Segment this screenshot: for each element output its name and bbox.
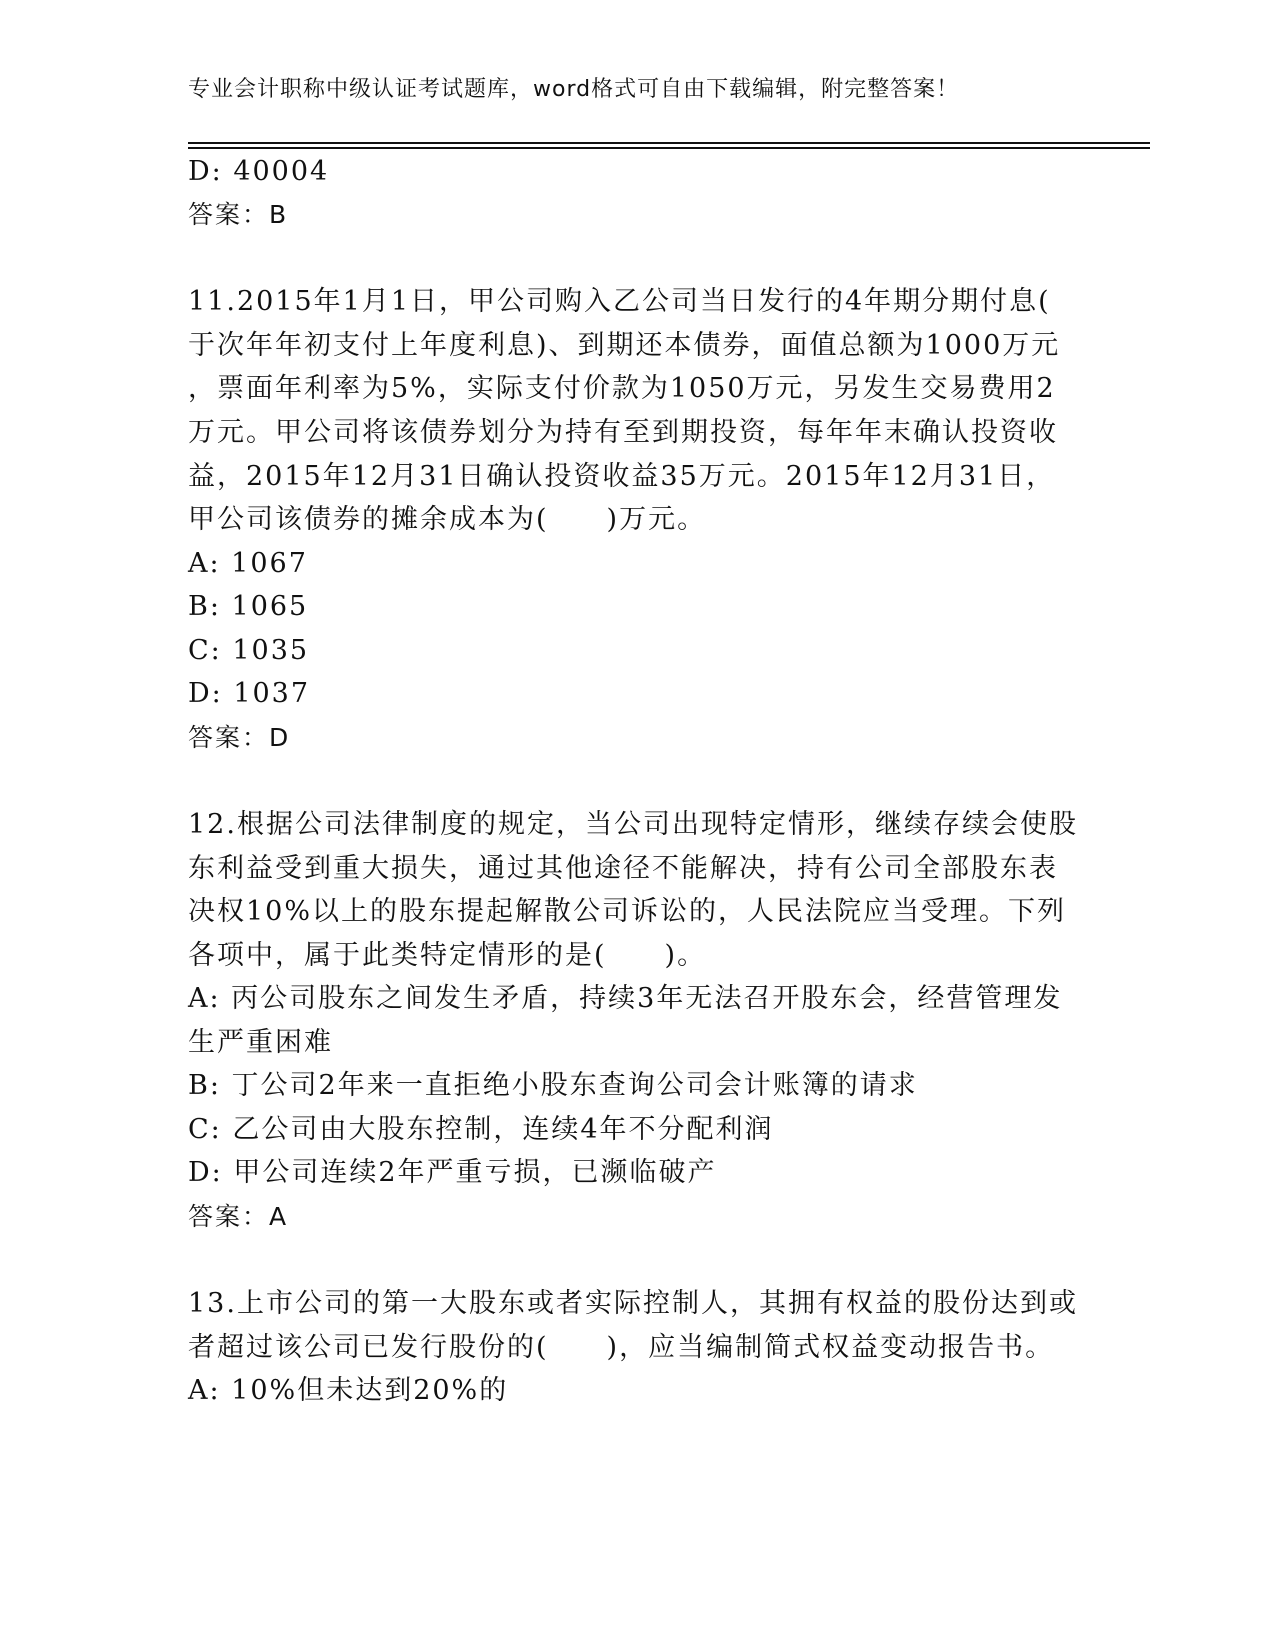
option-d: D: 甲公司连续2年严重亏损，已濒临破产 bbox=[188, 1157, 717, 1188]
option-d: D: 1037 bbox=[188, 678, 311, 709]
option-a-continued: 生严重困难 bbox=[188, 1027, 333, 1058]
question-text: 东利益受到重大损失，通过其他途径不能解决，持有公司全部股东表 bbox=[188, 853, 1058, 884]
option-c: C: 乙公司由大股东控制，连续4年不分配利润 bbox=[188, 1114, 774, 1145]
option-a: A: 1067 bbox=[188, 548, 308, 579]
question-text: 甲公司该债券的摊余成本为( )万元。 bbox=[188, 504, 707, 535]
question-text: 决权10%以上的股东提起解散公司诉讼的，人民法院应当受理。下列 bbox=[188, 896, 1067, 927]
option-a: A: 10%但未达到20%的 bbox=[188, 1375, 509, 1406]
answer-line: 答案：A bbox=[188, 1202, 289, 1231]
header-rule-bottom bbox=[188, 147, 1150, 149]
question-text: 万元。甲公司将该债券划分为持有至到期投资，每年年末确认投资收 bbox=[188, 417, 1058, 448]
question-text: 益，2015年12月31日确认投资收益35万元。2015年12月31日， bbox=[188, 461, 1056, 492]
answer-line: 答案：B bbox=[188, 200, 289, 229]
question-text: 于次年年初支付上年度利息)、到期还本债券，面值总额为1000万元 bbox=[188, 330, 1061, 361]
option-d: D: 40004 bbox=[188, 156, 330, 187]
question-text: 13.上市公司的第一大股东或者实际控制人，其拥有权益的股份达到或 bbox=[188, 1288, 1078, 1319]
question-text: 各项中，属于此类特定情形的是( )。 bbox=[188, 940, 707, 971]
option-b: B: 1065 bbox=[188, 591, 309, 622]
option-b: B: 丁公司2年来一直拒绝小股东查询公司会计账簿的请求 bbox=[188, 1070, 918, 1101]
question-text: 11.2015年1月1日，甲公司购入乙公司当日发行的4年期分期付息( bbox=[188, 286, 1051, 317]
option-a: A: 丙公司股东之间发生矛盾，持续3年无法召开股东会，经营管理发 bbox=[188, 983, 1063, 1014]
answer-line: 答案：D bbox=[188, 723, 291, 752]
header-rule-top bbox=[188, 142, 1150, 144]
question-text: ，票面年利率为5%，实际支付价款为1050万元，另发生交易费用2 bbox=[188, 373, 1056, 404]
question-text: 12.根据公司法律制度的规定，当公司出现特定情形，继续存续会使股 bbox=[188, 809, 1078, 840]
option-c: C: 1035 bbox=[188, 635, 310, 666]
question-text: 者超过该公司已发行股份的( )，应当编制简式权益变动报告书。 bbox=[188, 1332, 1055, 1363]
page-header: 专业会计职称中级认证考试题库，word格式可自由下载编辑，附完整答案！ bbox=[188, 77, 960, 102]
